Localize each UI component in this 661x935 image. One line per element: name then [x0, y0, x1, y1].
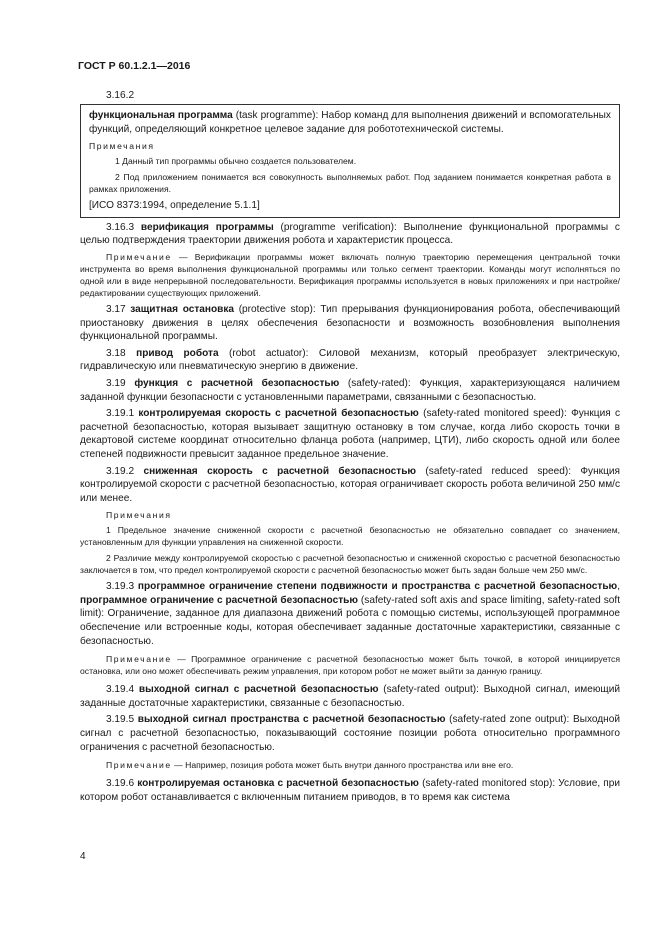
definition-body: (safety-rated zone output): Выходной сигнал с расчетной безопасностью, показывающий состояние позиции робота относительно программного ограничения с расчетной безопасностью.	[80, 714, 620, 753]
definition-body: (task programme): Набор команд для выполнения движений и вспомогательных функций, определяющий конкретное целевое задание для робототехнической системы.	[89, 110, 611, 135]
clause-3-19-4	[80, 683, 620, 710]
clause-3-18	[80, 347, 620, 374]
note-label: Примечание	[106, 251, 172, 262]
clause-number: 3.19.3	[106, 581, 138, 593]
term: сниженная скорость с расчетной безопасностью	[143, 465, 417, 477]
note-text: — Верификации программы может включать полную траекторию перемещения центральной точки инструмента во время выполнения функциональной программы или только сегмент траектории. Команды могут исполняться по одной или в виде непрерывной последовательности. Верификация программы используется в новых приложениях и при настройке/редактировании существующих приложений.	[80, 251, 620, 298]
term: защитная остановка	[130, 303, 235, 315]
clause-number: 3.19.1	[106, 408, 139, 420]
note-3-19-5	[80, 759, 620, 771]
term: контролируемая остановка с расчетной безопасностью	[137, 778, 419, 790]
source-reference: [ИСО 8373:1994, определение 5.1.1]	[89, 200, 260, 212]
definition-body: (safety-rated output): Выходной сигнал, имеющий заданные достаточные характеристики, связанные с безопасностью.	[80, 684, 620, 709]
note-3-16-3	[80, 251, 620, 299]
definition-box	[80, 104, 620, 218]
definition-body: (programme verification): Выполнение функциональной программы с целью подтверждения траектории движения робота и характеристик процесса.	[80, 221, 620, 247]
clause-3-19-3	[80, 580, 620, 648]
clause-3-19-1	[80, 407, 620, 461]
clause-number: 3.18	[106, 347, 137, 359]
clause-number: 3.17	[106, 303, 131, 315]
note-1: 1 Данный тип программы обычно создается пользователем.	[115, 156, 357, 167]
clause-number: 3.19.2	[106, 465, 144, 477]
term: привод робота	[136, 347, 219, 359]
note-label: Примечание	[106, 654, 172, 665]
term: функция с расчетной безопасностью	[134, 377, 340, 389]
note-1: 1 Предельное значение сниженной скорости с расчетной безопасностью не обязательно совпадает со значением, установленным для функции управления на сниженной скорости.	[80, 525, 620, 548]
page-content	[80, 90, 620, 807]
definition-body: (safety-rated monitored stop): Условие, при котором робот останавливается с включенным питанием приводов, в то время как система	[80, 778, 620, 803]
definition-text	[89, 109, 611, 136]
term: программное ограничение степени подвижности и пространства с расчетной безопасностью	[137, 581, 618, 593]
note-2: 2 Различие между контролируемой скоростью с расчетной безопасностью и сниженной скоростью с расчетной безопасностью заключается в том, что предел контролируемой скорости с расчетной безопасностью может быть задан больше чем 250 мм/с.	[80, 553, 620, 576]
clause-3-19-5	[80, 713, 620, 754]
term: выходной сигнал с расчетной безопасностью	[138, 684, 379, 696]
term: верификация программы	[140, 221, 274, 233]
separator: ,	[617, 581, 620, 593]
clause-3-16-3	[80, 221, 620, 248]
clause-number: 3.19.4	[106, 684, 139, 696]
definition-body: (safety-rated soft axis and space limiting, safety-rated soft limit): Ограничение, заданное для диапазона движений робота с помощью системы, использующей программное обеспечение или встроенные коды, которая обеспечивает заданные достаточные характеристики, связанные с безопасностью.	[80, 594, 620, 647]
term: контролируемая скорость с расчетной безопасностью	[138, 408, 419, 420]
clause-number: 3.19.5	[106, 714, 138, 726]
clause-number: 3.19.6	[106, 778, 138, 790]
clause-number: 3.19	[106, 377, 135, 389]
definition-body: (safety-rated reduced speed): Функция контролируемой скорости с расчетной безопасностью, которая ограничивает скорость робота величиной 250 мм/с или менее.	[80, 465, 620, 504]
note-3-19-3	[80, 653, 620, 677]
definition-body: (robot actuator): Силовой механизм, который преобразует электрическую, гидравлическую или пневматическую энергию в движение.	[80, 347, 620, 373]
page-number: 4	[80, 851, 86, 862]
notes-title: Примечания	[106, 510, 172, 521]
note-text: — Программное ограничение с расчетной безопасностью может быть точкой, в которой инициируется остановка, или оно может обеспечивать режим управления, при котором робот не может выйти за данную границу.	[80, 654, 620, 677]
term-synonym: программное ограничение с расчетной безопасностью	[80, 594, 358, 606]
term: функциональная программа	[89, 110, 233, 121]
notes-title: Примечания	[89, 141, 155, 152]
term: выходной сигнал пространства с расчетной безопасностью	[137, 714, 446, 726]
clause-3-19-6	[80, 777, 620, 804]
clause-number: 3.16.2	[106, 90, 135, 101]
clause-3-19-2	[80, 465, 620, 506]
definition-body: (protective stop): Тип прерывания функционирования робота, обеспечивающий приостановку движения в целях обеспечения безопасности и возможность возобновления выполнения функциональной программы.	[80, 303, 621, 343]
note-label: Примечание	[106, 760, 172, 771]
clause-3-19	[80, 377, 620, 404]
clause-number: 3.16.3	[106, 221, 141, 233]
definition-body: (safety-rated monitored speed): Функция с расчетной безопасностью, которая вызывает защитную остановку в том случае, когда либо скорость точки в декартовой системе координат относительно фланца робота (например, ЦТИ), либо скорость одной или более степеней подвижности превысит заданное предельное значение.	[80, 408, 620, 460]
note-2: 2 Под приложением понимается вся совокупность выполняемых работ. Под заданием понимается конкретная работа в рамках приложения.	[89, 172, 611, 195]
clause-3-17	[80, 303, 620, 344]
note-text: — Например, позиция робота может быть внутри данного пространства или вне его.	[171, 760, 514, 771]
page-header: ГОСТ Р 60.1.2.1—2016	[78, 60, 191, 72]
definition-body: (safety-rated): Функция, характеризующаяся наличием заданной функции безопасности с установленными параметрами, связанными с безопасностью.	[80, 377, 620, 403]
